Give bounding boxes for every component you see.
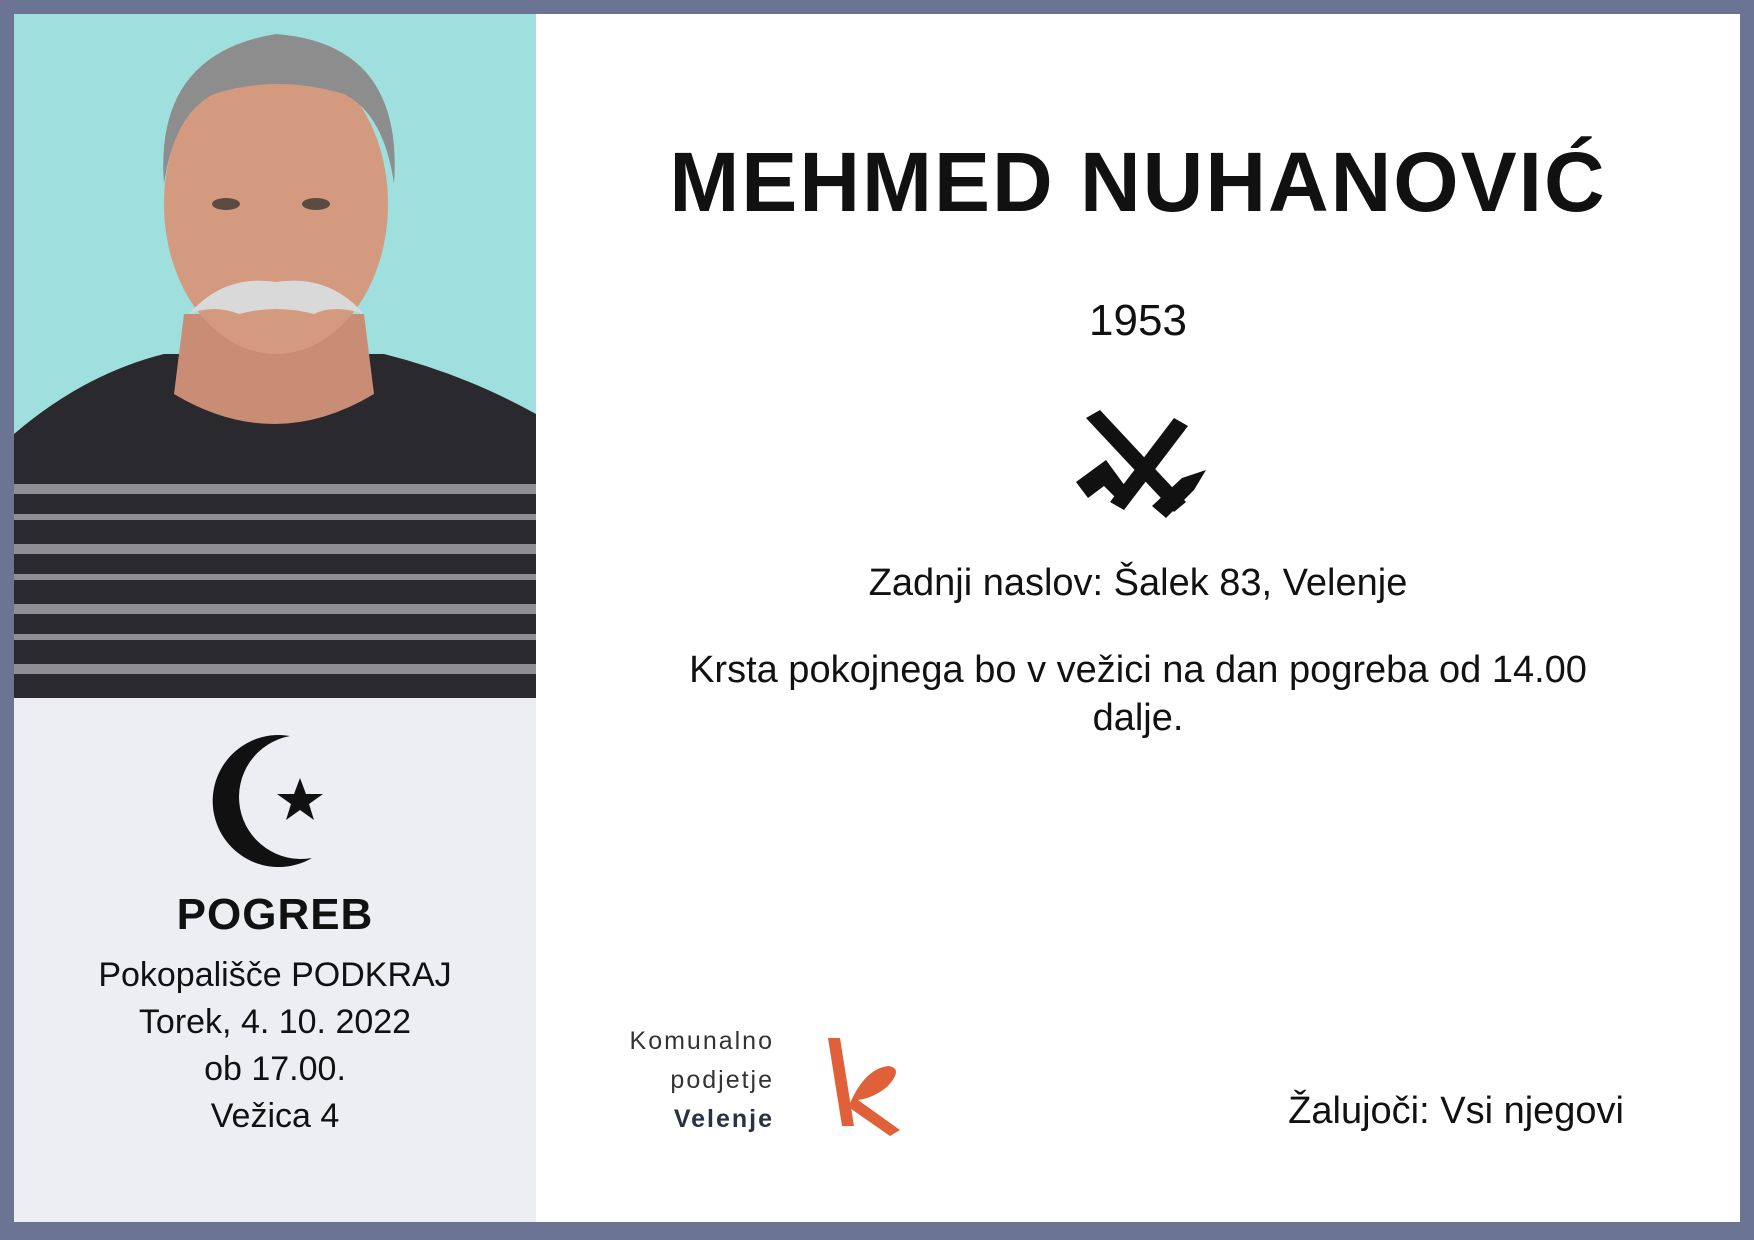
viewing-note: Krsta pokojnega bo v vežici na dan pogreba od 14.00 dalje. [689,649,1587,739]
organizer-line-2: podjetje [670,1066,774,1094]
funeral-details [14,952,536,1140]
funeral-date: Torek, 4. 10. 2022 [138,1003,412,1041]
funeral-cemetery: Pokopališče PODKRAJ [98,956,452,994]
birth-year: 1953 [1089,296,1187,345]
crossed-hammers-icon [1074,410,1214,532]
organizer-line-3: Velenje [673,1105,774,1133]
crescent-star-icon [212,730,340,870]
organizer-logo-text [574,1022,774,1139]
funeral-chapel: Vežica 4 [210,1097,340,1135]
left-panel [14,14,536,1222]
kp-velenje-logo [814,1030,906,1138]
deceased-name: MEHMED NUHANOVIĆ [669,135,1607,229]
funeral-title: POGREB [176,890,374,939]
mourners: Žalujoči: Vsi njegovi [1288,1090,1624,1132]
obituary-card [14,14,1740,1222]
portrait-photo [14,14,536,698]
funeral-time: ob 17.00. [204,1050,346,1088]
organizer-line-1: Komunalno [629,1027,774,1055]
last-address: Zadnji naslov: Šalek 83, Velenje [868,562,1408,604]
